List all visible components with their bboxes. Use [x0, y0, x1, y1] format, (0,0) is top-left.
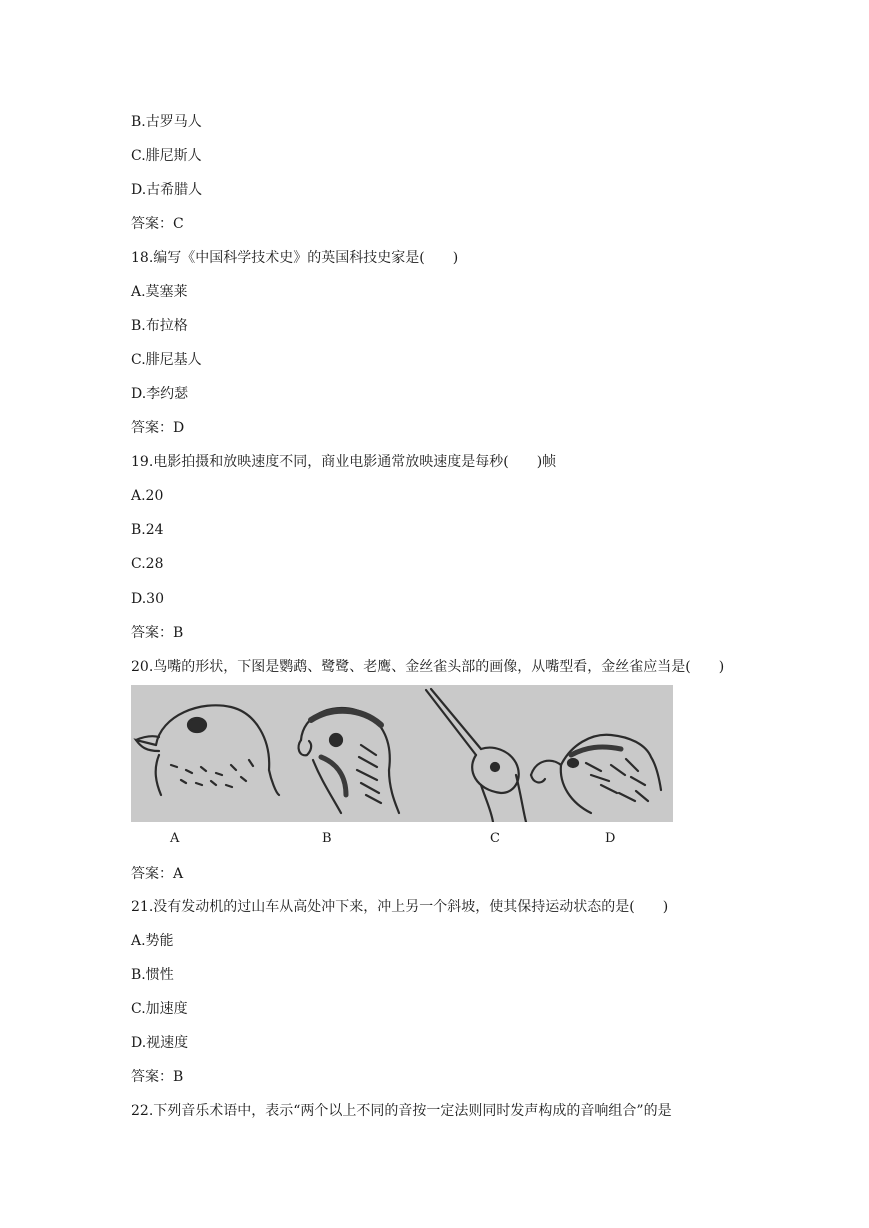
- q17-option-b: B.古罗马人: [131, 114, 202, 130]
- q18-option-a: A.莫塞莱: [131, 284, 188, 300]
- q19-option-a: A.20: [131, 488, 164, 504]
- figure-label-c: C: [490, 831, 500, 846]
- q21-option-b: B.惯性: [131, 967, 174, 983]
- figure-label-d: D: [605, 831, 616, 846]
- q18-answer: 答案：D: [131, 420, 185, 436]
- bird-head-d: [531, 735, 661, 813]
- q17-option-c: C.腓尼斯人: [131, 148, 202, 164]
- q20-question: 20.鸟嘴的形状，下图是鹦鹉、鹭鹭、老鹰、金丝雀头部的画像，从嘴型看，金丝雀应当是( ): [131, 659, 725, 675]
- q18-option-d: D.李约瑟: [131, 386, 189, 402]
- q21-option-c: C.加速度: [131, 1001, 188, 1017]
- q18-option-b: B.布拉格: [131, 318, 188, 334]
- q22-question: 22.下列音乐术语中，表示“两个以上不同的音按一定法则同时发声构成的音响组合”的是: [131, 1103, 672, 1119]
- q19-option-d: D.30: [131, 591, 164, 607]
- q18-option-c: C.腓尼基人: [131, 352, 202, 368]
- q19-option-c: C.28: [131, 556, 164, 572]
- q21-question: 21.没有发动机的过山车从高处冲下来，冲上另一个斜坡，使其保持运动状态的是( ): [131, 899, 669, 915]
- figure-label-b: B: [322, 831, 332, 846]
- q17-answer: 答案：C: [131, 216, 184, 232]
- q21-option-a: A.势能: [131, 933, 174, 949]
- q18-question: 18.编写《中国科学技术史》的英国科技史家是( ): [131, 250, 459, 266]
- bird-heads-figure: [131, 685, 673, 822]
- bird-head-a: [136, 705, 279, 795]
- bird-head-b: [299, 708, 399, 813]
- q17-option-d: D.古希腊人: [131, 182, 203, 198]
- q19-option-b: B.24: [131, 522, 164, 538]
- figure-label-a: A: [170, 831, 180, 846]
- q20-answer: 答案：A: [131, 866, 184, 882]
- q21-answer: 答案：B: [131, 1069, 184, 1085]
- q19-question: 19.电影拍摄和放映速度不同，商业电影通常放映速度是每秒( )帧: [131, 454, 557, 470]
- q19-answer: 答案：B: [131, 625, 184, 641]
- bird-head-c: [426, 689, 526, 822]
- q21-option-d: D.视速度: [131, 1035, 189, 1051]
